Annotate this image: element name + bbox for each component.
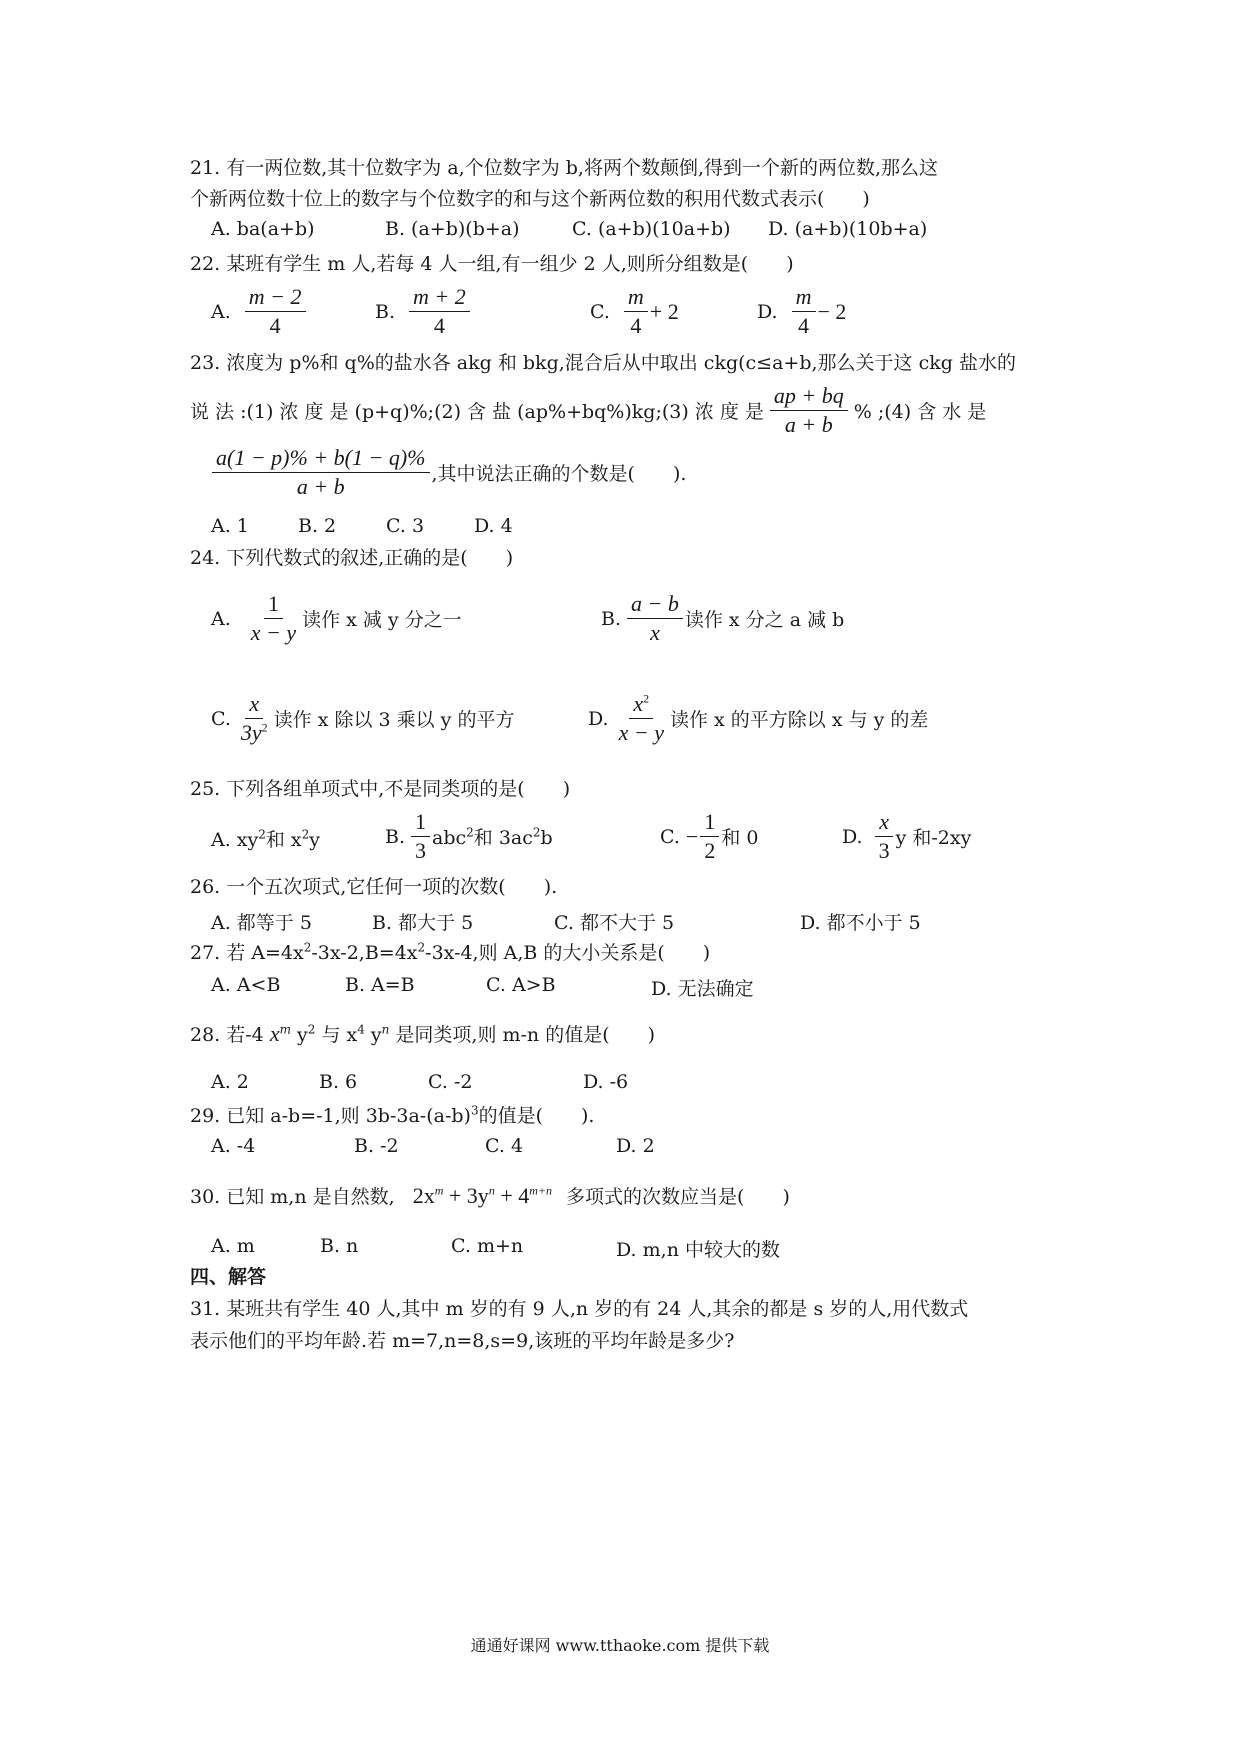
q24-d-fraction: $\frac{x^2}{x - y}$ bbox=[618, 691, 664, 745]
q30-option-a: A. m bbox=[211, 1235, 255, 1257]
q24-stem: 24. 下列代数式的叙述,正确的是( ) bbox=[190, 547, 514, 569]
q22-option-d: D. $\frac{m}{4}$ − 2 bbox=[757, 284, 847, 338]
q23-water-fraction: $\frac{a(1 - p)\% + b(1 - q)\%}{a + b}$ bbox=[212, 446, 430, 499]
q31-line2: 表示他们的平均年龄.若 m=7,n=8,s=9,该班的平均年龄是多少? bbox=[190, 1330, 735, 1352]
q29-option-c: C. 4 bbox=[485, 1135, 524, 1157]
q22-a-fraction: $\frac{m - 2}{4}$ bbox=[245, 285, 306, 338]
q26-option-a: A. 都等于 5 bbox=[211, 912, 312, 934]
q25-b-fraction: $\frac{1}{3}$ bbox=[411, 810, 430, 863]
q28-option-a: A. 2 bbox=[211, 1071, 249, 1093]
q22-option-c: C. $\frac{m}{4}$ + 2 bbox=[590, 284, 679, 338]
q22-b-fraction: $\frac{m + 2}{4}$ bbox=[409, 285, 470, 338]
q21-option-b: B. (a+b)(b+a) bbox=[385, 218, 520, 240]
q26-option-b: B. 都大于 5 bbox=[372, 912, 474, 934]
q24-b-fraction: $\frac{a - b}{x}$ bbox=[627, 592, 683, 645]
q25-c-fraction: $\frac{1}{2}$ bbox=[700, 810, 719, 863]
q28-stem: 28. 若-4 $x^m$ $y^2$ 与 $x^4$ $y^n$ 是同类项,则 m-n 的值是( ) bbox=[190, 1021, 656, 1046]
q23-line1: 23. 浓度为 p%和 q%的盐水各 akg 和 bkg,混合后从中取出 ckg(c≤a+b,那么关于这 ckg 盐水的 bbox=[190, 352, 1016, 374]
q22-c-fraction: $\frac{m}{4}$ bbox=[624, 285, 648, 338]
q31-line1: 31. 某班共有学生 40 人,其中 m 岁的有 9 人,n 岁的有 24 人,其余的都是 s 岁的人,用代数式 bbox=[190, 1298, 969, 1320]
q26-option-d: D. 都不小于 5 bbox=[800, 912, 921, 934]
q27-option-a: A. A<B bbox=[211, 974, 281, 996]
q26-option-c: C. 都不大于 5 bbox=[554, 912, 675, 934]
q21-option-c: C. (a+b)(10a+b) bbox=[572, 218, 731, 240]
q24-option-c: C. $\frac{x}{3y^2}$ 读作 x 除以 3 乘以 y 的平方 bbox=[211, 691, 515, 745]
q25-stem: 25. 下列各组单项式中,不是同类项的是( ) bbox=[190, 778, 571, 800]
q25-option-b: B. $\frac{1}{3}$ abc$^2$和 $3ac^2b$ bbox=[385, 809, 553, 863]
q24-option-a: A. $\frac{1}{x - y}$ 读作 x 减 y 分之一 bbox=[211, 591, 462, 645]
q29-stem: 29. 已知 a-b=-1,则 $3b-3a-(a-b)^3$的值是( ). bbox=[190, 1103, 595, 1127]
q23-line2: 说 法 :(1) 浓 度 是 (p+q)%;(2) 含 盐 (ap%+bq%)kg;(3) 浓 度 是 $\frac{ap + bq}{a + b}$ % ;(4) 含 水 是 bbox=[190, 383, 987, 437]
q25-option-a: A. $xy^2$和 $x^2y$ bbox=[211, 827, 321, 851]
q23-concentration-fraction: $\frac{ap + bq}{a + b}$ bbox=[770, 384, 848, 437]
q23-option-d: D. 4 bbox=[474, 515, 513, 537]
q22-option-a: A. $\frac{m - 2}{4}$ bbox=[211, 285, 308, 338]
q27-option-b: B. A=B bbox=[345, 974, 415, 996]
q28-option-d: D. -6 bbox=[583, 1071, 629, 1093]
q28-option-b: B. 6 bbox=[319, 1071, 358, 1093]
q24-option-d: D. $\frac{x^2}{x - y}$ 读作 x 的平方除以 x 与 y 的差 bbox=[588, 691, 929, 745]
q29-option-d: D. 2 bbox=[616, 1135, 655, 1157]
q30-option-c: C. m+n bbox=[451, 1235, 524, 1257]
q21-option-a: A. ba(a+b) bbox=[211, 218, 315, 240]
section-heading: 四、解答 bbox=[190, 1266, 267, 1288]
q27-stem: 27. 若 $A=4x^2-3x-2,B=4x^2-3x-4$,则 A,B 的大小关系是( ) bbox=[190, 940, 711, 964]
q29-option-a: A. -4 bbox=[211, 1135, 256, 1157]
q30-option-b: B. n bbox=[320, 1235, 359, 1257]
q29-option-b: B. -2 bbox=[354, 1135, 399, 1157]
q26-stem: 26. 一个五次项式,它任何一项的次数( ). bbox=[190, 876, 558, 898]
q24-option-b: B. $\frac{a - b}{x}$ 读作 x 分之 a 减 b bbox=[601, 591, 845, 645]
q22-option-b: B. $\frac{m + 2}{4}$ bbox=[375, 285, 472, 338]
q23-option-c: C. 3 bbox=[386, 515, 425, 537]
q30-option-d: D. m,n 中较大的数 bbox=[616, 1239, 780, 1261]
q28-option-c: C. -2 bbox=[428, 1071, 473, 1093]
page-footer: 通通好课网 www.tthaoke.com 提供下载 bbox=[470, 1636, 770, 1655]
q21-line1: 21. 有一两位数,其十位数字为 a,个位数字为 b,将两个数颠倒,得到一个新的两位数,那么这 bbox=[190, 157, 939, 179]
q23-line3: $\frac{a(1 - p)\% + b(1 - q)\%}{a + b}$ ,其中说法正确的个数是( ). bbox=[210, 446, 686, 499]
q23-option-a: A. 1 bbox=[211, 515, 249, 537]
q22-d-fraction: $\frac{m}{4}$ bbox=[792, 285, 816, 338]
q22-stem: 22. 某班有学生 m 人,若每 4 人一组,有一组少 2 人,则所分组数是( ) bbox=[190, 253, 794, 275]
q24-a-fraction: $\frac{1}{x - y}$ bbox=[250, 591, 297, 645]
q30-polynomial: $2x^m + 3y^n + 4^{m+n}$ bbox=[412, 1183, 552, 1208]
q25-option-c: C. − $\frac{1}{2}$ 和 0 bbox=[660, 809, 759, 863]
q24-c-fraction: $\frac{x}{3y^2}$ bbox=[240, 691, 268, 745]
q25-option-d: D. $\frac{x}{3}$ y 和-2xy bbox=[842, 809, 972, 863]
q25-d-fraction: $\frac{x}{3}$ bbox=[875, 810, 894, 863]
q23-option-b: B. 2 bbox=[298, 515, 337, 537]
q27-option-d: D. 无法确定 bbox=[651, 978, 754, 1000]
q27-option-c: C. A>B bbox=[486, 974, 556, 996]
q21-option-d: D. (a+b)(10b+a) bbox=[768, 218, 928, 240]
q21-line2: 个新两位数十位上的数字与个位数字的和与这个新两位数的积用代数式表示( ) bbox=[190, 188, 870, 210]
q30-stem: 30. 已知 m,n 是自然数, $2x^m + 3y^n + 4^{m+n}$ 多项式的次数应当是( ) bbox=[190, 1183, 790, 1208]
